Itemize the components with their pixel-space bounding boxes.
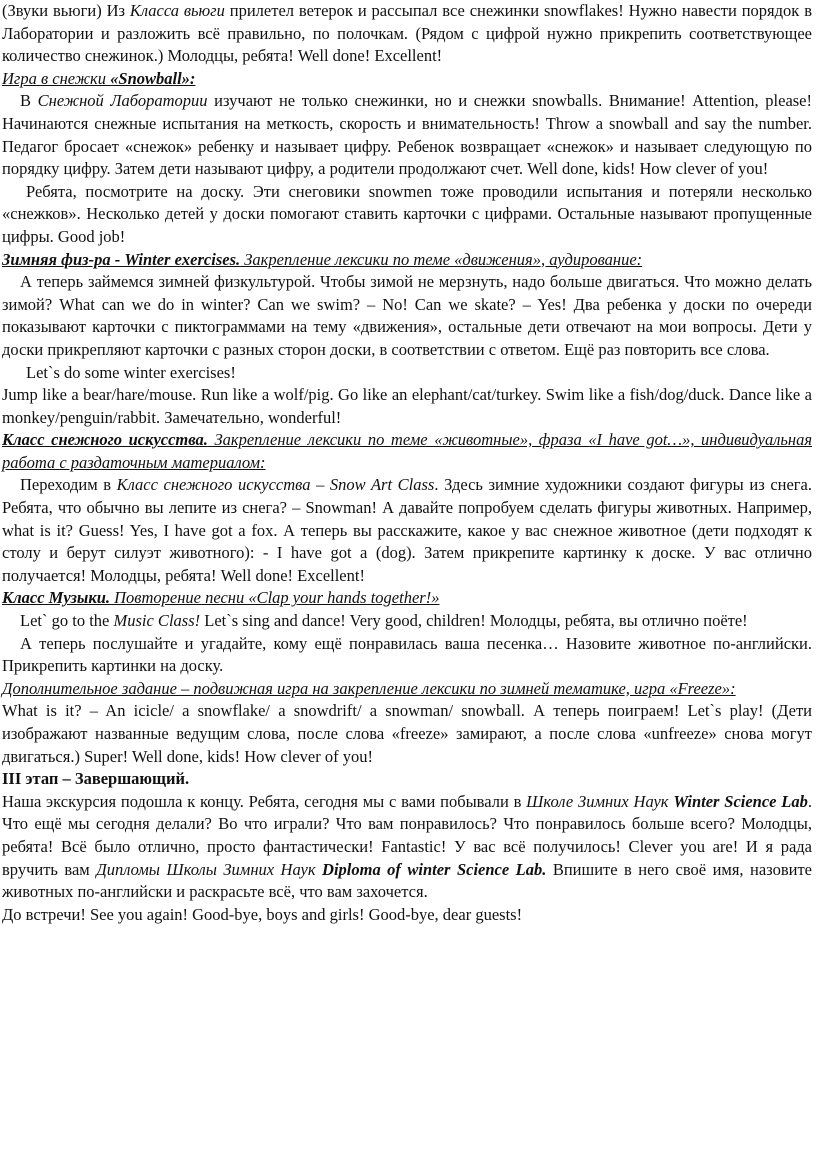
- paragraph-winter-1: А теперь займемся зимней физкультурой. Чтобы зимой не мерзнуть, надо больше двигаться. Что можно делать зимой? What can we do in winter? Can we swim? – No! Can we skate? – Yes! Два ребенка у доски по очереди показывают карточки с пиктограммами на тему «движения», остальные дети отвечают на мои вопросы. Дети у доски прикрепляют карточки с разных сторон доски, в соответствии с ответом. Ещё раз повторить все слова.: [2, 272, 812, 359]
- heading-art-title: Класс снежного искусства.: [2, 430, 208, 450]
- art-text: Переходим в: [20, 475, 117, 495]
- paragraph-music-1: [2, 610, 812, 633]
- heading-snowball: [2, 68, 812, 91]
- paragraph-winter-2: Let`s do some winter exercises!: [26, 362, 236, 382]
- paragraph-snow-art: [2, 474, 812, 587]
- art-text-2: . Здесь зимние художники создают фигуры из снега. Ребята, что обычно вы лепите из снега? – Snowman! А давайте попробуем сделать фигуры животных. Например, what is it? Guess! Yes, I have got a fox. А теперь вы расскажите, какое у вас снежное животное (дети подходят к столу и берут силуэт животного): - I have got a (dog). Затем прикрепите картинку к доске. У вас отлично получается! Молодцы, ребята! Well done! Excellent!: [2, 475, 813, 585]
- music1-text: Let` go to the: [20, 611, 114, 631]
- final-text-2: . Что ещё мы сегодня делали? Во что играли? Что вам понравилось? Что понравилось больше всего? Молодцы, ребята! Всё было отлично, просто фантастически! Fantastic! У вас всё получилось! Clever you are! И я рада вручить вам: [2, 791, 812, 879]
- heading-music-subtitle: Повторение песни «Clap your hands together!»: [110, 588, 440, 608]
- heading-snowball-title: «Snowball»:: [110, 68, 196, 88]
- heading-winter-subtitle: Закрепление лексики по теме «движения», аудирование:: [240, 249, 643, 269]
- art-italic: Класс снежного искусства – Snow Art Class: [116, 475, 435, 495]
- heading-stage-3: III этап – Завершающий.: [2, 769, 190, 789]
- paragraph-intro: [2, 0, 812, 68]
- paragraph-goodbye: До встречи! See you again! Good-bye, boys and girls! Good-bye, dear guests!: [2, 904, 523, 924]
- heading-music: [2, 587, 812, 610]
- paragraph-final: [2, 791, 812, 904]
- intro-text: (Звуки вьюги) Из: [2, 1, 130, 20]
- paragraph-snowball-1: [2, 90, 812, 180]
- intro-text-2: прилетел ветерок и рассыпал все снежинки snowflakes! Нужно навести порядок в Лаборатории и разложить всё правильно, по полочкам. (Рядом с цифрой нужно прикрепить соответствующее количество снежинок.) Молодцы, ребята! Well done! Excellent!: [2, 1, 812, 66]
- intro-italic: Класса вьюги: [129, 1, 225, 20]
- final-lab-name: Winter Science Lab: [673, 791, 808, 811]
- snowball1-text: В: [20, 91, 38, 111]
- heading-music-title: Класс Музыки.: [2, 588, 111, 608]
- heading-extra-task: Дополнительное задание – подвижная игра на закрепление лексики по зимней тематике, игра «Freeze»:: [2, 678, 736, 698]
- final-text: Наша экскурсия подошла к концу. Ребята, сегодня мы с вами побывали в: [2, 791, 527, 811]
- paragraph-music-2: А теперь послушайте и угадайте, кому ещё понравилась ваша песенка… Назовите животное по-английски. Прикрепить картинки на доску.: [2, 633, 812, 676]
- snowball1-text-2: изучают не только снежинки, но и снежки snowballs. Внимание! Attention, please! Начинаются снежные испытания на меткость, скорость и внимательность! Throw a snowball and say the number. Педагог бросает «снежок» ребенку и называет цифру. Ребенок возвращает «снежок» и называет следующую по порядку цифру. Затем дети называют цифру, а родители продолжают счет. Well done, kids! How clever of you!: [2, 91, 813, 179]
- paragraph-extra-task: What is it? – An icicle/ a snowflake/ a snowdrift/ a snowman/ snowball. А теперь поиграем! Let`s play! (Дети изображают названные ведущим слова, после слова «freeze» замирают, а после слова «unfreeze» снова могут двигаться.) Super! Well done, kids! How clever of you!: [2, 701, 812, 766]
- heading-winter-title: Зимняя физ-ра - Winter exercises.: [2, 249, 241, 269]
- heading-snowball-label: Игра в снежки: [2, 68, 111, 88]
- heading-art-subtitle: Закрепление лексики по теме «животные», фраза «I have got…», индивидуальная работа с раздаточным материалом:: [2, 430, 812, 472]
- paragraph-snowball-2: Ребята, посмотрите на доску. Эти снеговики snowmen тоже проводили испытания и потеряли несколько «снежков». Несколько детей у доски помогают ставить карточки с цифрами. Остальные называют пропущенные цифры. Good job!: [2, 181, 812, 246]
- paragraph-winter-3: Jump like a bear/hare/mouse. Run like a wolf/pig. Go like an elephant/cat/turkey. Swim like a fish/dog/duck. Dance like a monkey/penguin/rabbit. Замечательно, wonderful!: [2, 385, 812, 427]
- final-italic-school: Школе Зимних Наук: [526, 791, 669, 811]
- snowball1-italic: Снежной Лаборатории: [37, 91, 208, 111]
- final-diploma-name: Diploma of winter Science Lab.: [322, 859, 547, 879]
- heading-winter-exercises: [2, 249, 812, 272]
- final-italic-diplomas: Дипломы Школы Зимних Наук: [96, 859, 316, 879]
- music1-text-2: Let`s sing and dance! Very good, children! Молодцы, ребята, вы отлично поёте!: [200, 611, 748, 631]
- final-text-3: Впишите в него своё имя, назовите животных по-английски и раскрасьте всё, что вам захочется.: [2, 859, 812, 902]
- heading-snow-art: [2, 429, 812, 474]
- music1-italic: Music Class!: [113, 611, 201, 631]
